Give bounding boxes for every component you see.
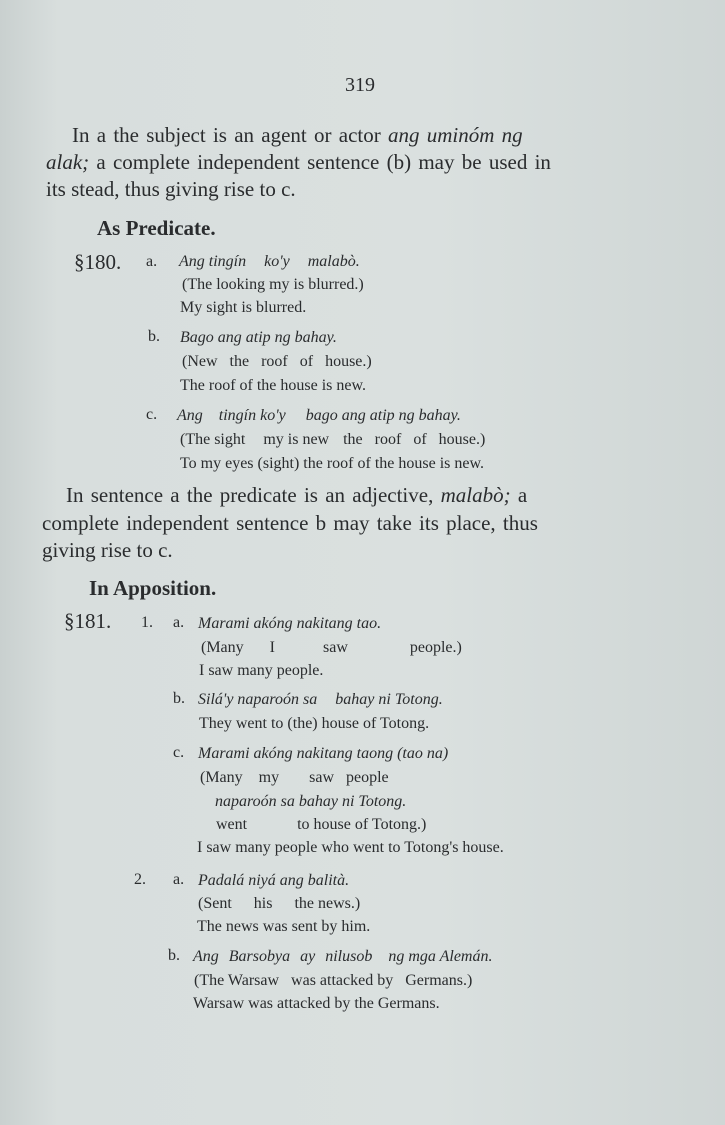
example-label: c. (173, 744, 185, 761)
word: malabò. (307, 253, 360, 270)
word: his (253, 895, 273, 912)
gloss-line (200, 766, 389, 790)
word: the news.) (294, 895, 361, 912)
intro-line-1 (72, 122, 523, 149)
word: bago ang atip ng bahay. (305, 407, 461, 424)
word: the (343, 431, 363, 448)
gloss-line (180, 428, 485, 452)
tagalog-sentence (198, 688, 443, 712)
gloss-line (198, 892, 360, 916)
mid-line-1 (66, 482, 527, 509)
word: Barsobya (228, 948, 291, 965)
intro-line-2 (46, 149, 551, 176)
gloss-line: (The looking my is blurred.) (182, 276, 364, 293)
example-label: a. (173, 871, 185, 888)
intro-text: a complete independent sentence (b) may be used in (89, 150, 551, 174)
word: house.) (325, 353, 372, 370)
item-number: 2. (134, 871, 146, 888)
tagalog-sentence: Marami akóng nakitang taong (tao na) (198, 745, 449, 762)
intro-line-3: its stead, thus giving rise to c. (46, 177, 296, 201)
intro-italic: alak; (46, 150, 90, 174)
translation-line: Warsaw was attacked by the Germans. (193, 995, 440, 1012)
gloss-line (216, 813, 426, 837)
word: my (258, 769, 280, 786)
word: the (229, 353, 250, 370)
tagalog-sentence: Bago ang atip ng bahay. (180, 329, 337, 346)
example-label: a. (173, 614, 185, 631)
tagalog-sentence: Padalá niyá ang balità. (198, 872, 350, 889)
section-number-180: §180. (74, 250, 122, 274)
word: (The sight (180, 431, 246, 448)
word: saw (309, 769, 334, 786)
word: Germans.) (405, 972, 473, 989)
word: I (269, 639, 275, 656)
word: (Many (200, 769, 243, 786)
word: ng mga Alemán. (388, 948, 493, 965)
tagalog-sentence (177, 404, 461, 428)
word: was attacked by (291, 972, 394, 989)
word: (Many (201, 639, 244, 656)
word: roof (374, 431, 402, 448)
section-number-181: §181. (64, 609, 112, 633)
word: to house of Totong.) (297, 816, 427, 833)
page-number: 319 (345, 74, 375, 96)
word: Ang (193, 948, 219, 965)
example-label: b. (168, 947, 180, 964)
example-label: b. (148, 328, 160, 345)
translation-line: My sight is blurred. (180, 299, 307, 316)
word: house.) (438, 431, 486, 448)
word: Silá'y naparoón sa (198, 691, 318, 708)
intro-text: In a the subject is an agent or actor (72, 123, 388, 147)
word: (The Warsaw (194, 972, 280, 989)
gloss-line (201, 636, 462, 660)
translation-line: To my eyes (sight) the roof of the house is new. (180, 455, 484, 472)
tagalog-sentence: Marami akóng nakitang tao. (198, 615, 382, 632)
word: (Sent (198, 895, 232, 912)
translation-line: I saw many people who went to Totong's house. (197, 839, 504, 856)
mid-italic: malabò; (440, 483, 511, 507)
word: Ang tingín (179, 253, 247, 270)
section-heading-predicate: As Predicate. (97, 216, 216, 240)
word: went (216, 816, 248, 833)
tagalog-sentence: naparoón sa bahay ni Totong. (215, 793, 407, 810)
gloss-line (182, 350, 372, 374)
word: nilusob (325, 948, 373, 965)
example-label: c. (146, 406, 158, 423)
example-label: b. (173, 690, 185, 707)
translation-line: The news was sent by him. (197, 918, 371, 935)
word: (New (182, 353, 218, 370)
word: roof (261, 353, 288, 370)
translation-line: The roof of the house is new. (180, 377, 367, 394)
mid-line-3: giving rise to c. (42, 538, 173, 562)
gloss-line (194, 969, 472, 993)
item-number: 1. (141, 614, 153, 631)
intro-italic: ang uminóm ng (387, 123, 523, 147)
word: Ang (177, 407, 203, 424)
section-heading-apposition: In Apposition. (89, 576, 217, 600)
word: people (346, 769, 389, 786)
word: saw (322, 639, 348, 656)
word: of (299, 353, 314, 370)
mid-text: a (510, 483, 528, 507)
word: of (413, 431, 427, 448)
word: people.) (409, 639, 462, 656)
tagalog-sentence (193, 945, 492, 969)
tagalog-sentence (179, 250, 360, 274)
translation-line: I saw many people. (199, 662, 324, 679)
mid-text: In sentence a the predicate is an adjective, (66, 483, 441, 507)
gloss-line: They went to (the) house of Totong. (199, 715, 430, 732)
word: my is new (263, 431, 330, 448)
word: ko'y (264, 253, 290, 270)
mid-line-2: complete independent sentence b may take its place, thus (42, 511, 538, 535)
word: ay (300, 948, 316, 965)
example-label: a. (146, 253, 158, 270)
word: bahay ni Totong. (335, 691, 443, 708)
word: tingín ko'y (218, 407, 286, 424)
